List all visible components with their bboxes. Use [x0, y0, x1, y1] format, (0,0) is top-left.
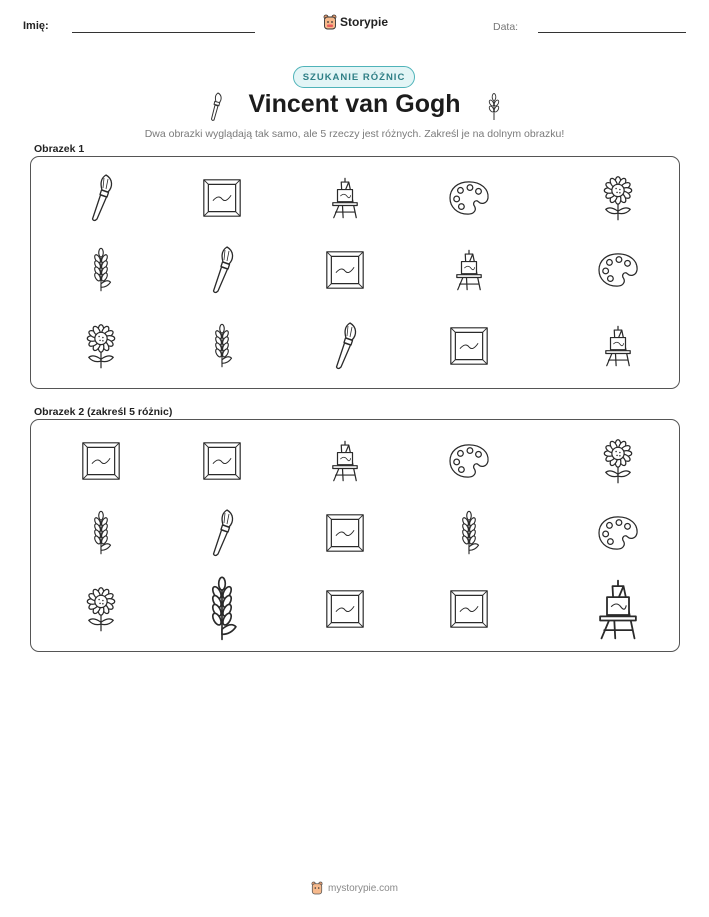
page-title: Vincent van Gogh	[248, 90, 461, 118]
picture2-cell-r3-c5[interactable]	[578, 574, 658, 644]
frame-icon	[325, 250, 365, 290]
wheat-deco-icon	[485, 92, 503, 122]
paintbrush-icon	[207, 508, 237, 558]
picture2-cell-r1-c4[interactable]	[429, 426, 509, 496]
picture2-label: Obrazek 2 (zakreśl 5 różnic)	[34, 406, 173, 418]
sunflower-icon	[84, 586, 118, 632]
picture1-cell-r1-c5[interactable]	[578, 163, 658, 233]
picture1-cell-r1-c4[interactable]	[429, 163, 509, 233]
picture1-cell-r2-c3[interactable]	[305, 235, 385, 305]
palette-icon	[447, 179, 491, 217]
instructions: Dwa obrazki wyglądają tak samo, ale 5 rzeczy jest różnych. Zakreśl je na dolnym obrazku!	[144, 128, 565, 140]
picture2-cell-r2-c2[interactable]	[182, 498, 262, 568]
easel-icon	[603, 323, 633, 369]
picture2-cell-r1-c1[interactable]	[61, 426, 141, 496]
frame-icon	[81, 441, 121, 481]
picture2-cell-r2-c3[interactable]	[305, 498, 385, 568]
footer	[0, 881, 709, 895]
picture2-cell-r2-c1[interactable]	[61, 498, 141, 568]
wheat-icon	[203, 574, 241, 644]
activity-badge: SZUKANIE RÓŻNIC	[293, 66, 415, 88]
palette-icon	[596, 514, 640, 552]
footer-url: mystorypie.com	[327, 882, 398, 894]
frame-icon	[449, 589, 489, 629]
frame-icon	[449, 326, 489, 366]
paintbrush-icon	[86, 173, 116, 223]
frame-icon	[202, 178, 242, 218]
easel-icon	[330, 438, 360, 484]
picture2-cell-r1-c2[interactable]	[182, 426, 262, 496]
picture2-cell-r1-c3[interactable]	[305, 426, 385, 496]
wheat-icon	[456, 509, 482, 557]
paintbrush-icon	[330, 321, 360, 371]
picture1-cell-r2-c4[interactable]	[429, 235, 509, 305]
wheat-icon	[209, 322, 235, 370]
picture2-cell-r3-c4[interactable]	[429, 574, 509, 644]
picture2-cell-r3-c3[interactable]	[305, 574, 385, 644]
picture2-cell-r2-c4[interactable]	[429, 498, 509, 568]
picture1-cell-r1-c1[interactable]	[61, 163, 141, 233]
storypie-footer-icon	[311, 881, 323, 895]
picture2-cell-r1-c5[interactable]	[578, 426, 658, 496]
name-label: Imię:	[23, 20, 49, 32]
easel-icon	[596, 576, 640, 643]
picture1-cell-r2-c1[interactable]	[61, 235, 141, 305]
picture2-cell-r3-c2[interactable]	[182, 574, 262, 644]
palette-icon	[596, 251, 640, 289]
palette-icon	[447, 442, 491, 480]
picture2-cell-r2-c5[interactable]	[578, 498, 658, 568]
picture1-cell-r2-c2[interactable]	[182, 235, 262, 305]
picture1-label: Obrazek 1	[34, 143, 85, 155]
frame-icon	[325, 589, 365, 629]
picture2-panel	[30, 419, 680, 652]
brand-name: Storypie	[340, 15, 389, 29]
picture1-cell-r3-c2[interactable]	[182, 311, 262, 381]
wheat-icon	[88, 509, 114, 557]
picture1-cell-r1-c2[interactable]	[182, 163, 262, 233]
picture2-cell-r3-c1[interactable]	[61, 574, 141, 644]
sunflower-icon	[601, 438, 635, 484]
easel-icon	[454, 247, 484, 293]
date-line[interactable]	[538, 32, 686, 33]
picture1-cell-r3-c4[interactable]	[429, 311, 509, 381]
picture1-cell-r3-c5[interactable]	[578, 311, 658, 381]
frame-icon	[202, 441, 242, 481]
name-line[interactable]	[72, 32, 255, 33]
picture1-cell-r2-c5[interactable]	[578, 235, 658, 305]
sunflower-icon	[84, 323, 118, 369]
picture1-panel	[30, 156, 680, 389]
paintbrush-icon	[207, 245, 237, 295]
wheat-icon	[88, 246, 114, 294]
sunflower-icon	[601, 175, 635, 221]
brand-logo	[323, 14, 388, 30]
easel-icon	[330, 175, 360, 221]
picture2-grid	[31, 420, 679, 651]
picture1-cell-r1-c3[interactable]	[305, 163, 385, 233]
picture1-grid	[31, 157, 679, 388]
storypie-mascot-icon	[323, 14, 337, 30]
frame-icon	[325, 513, 365, 553]
picture1-cell-r3-c1[interactable]	[61, 311, 141, 381]
date-label: Data:	[493, 21, 519, 33]
picture1-cell-r3-c3[interactable]	[305, 311, 385, 381]
